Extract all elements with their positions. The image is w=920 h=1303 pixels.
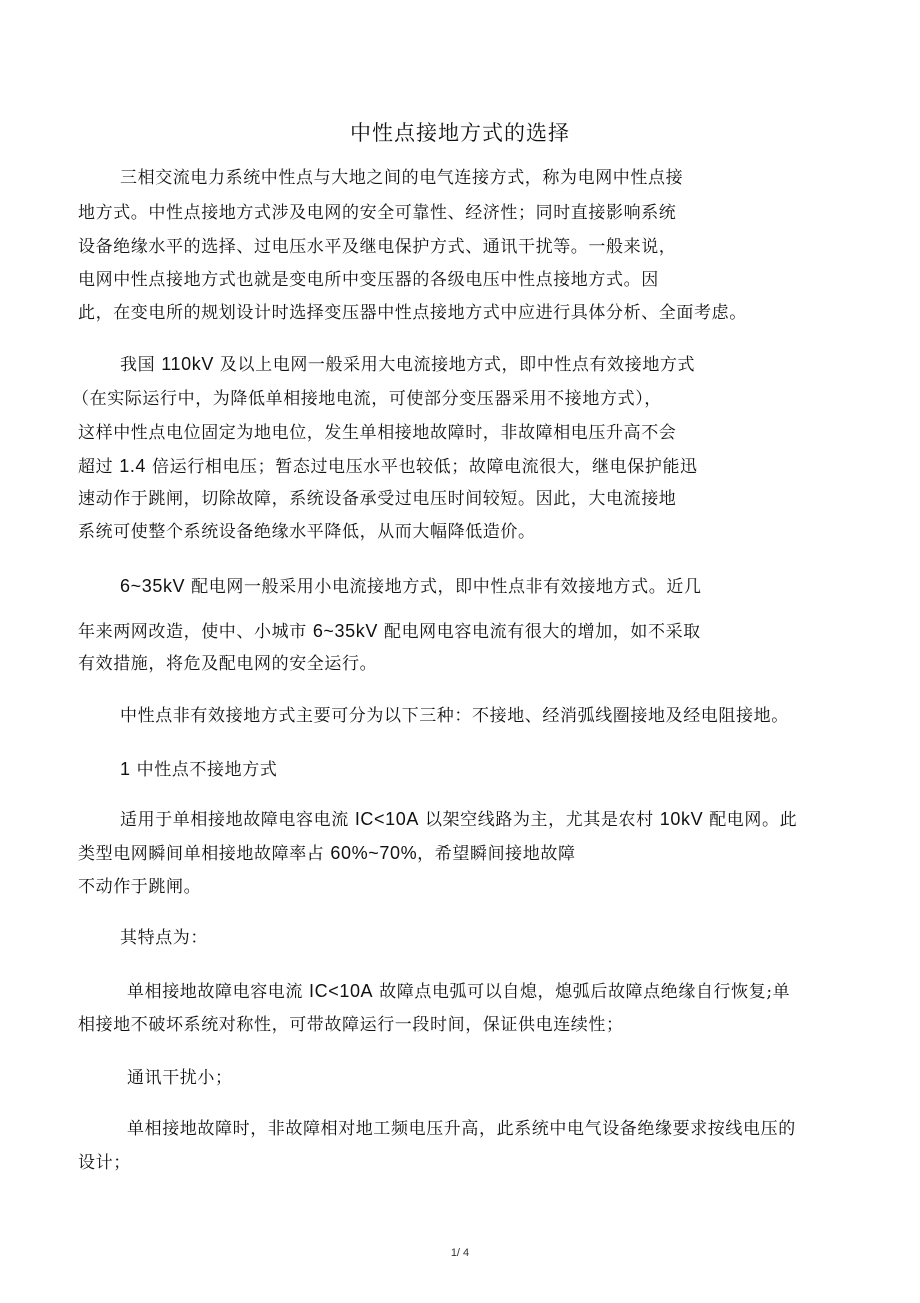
p1-line-5: 此，在变电所的规划设计时选择变压器中性点接地方式中应进行具体分析、全面考虑。 [78, 303, 747, 323]
p2-line-3: 这样中性点电位固定为地电位，发生单相接地故障时，非故障相电压升高不会 [78, 423, 677, 443]
p9-line-2: 设计； [78, 1153, 131, 1173]
p2-line-1: 我国 110kV 及以上电网一般采用大电流接地方式，即中性点有效接地方式 [120, 354, 696, 375]
p9-line-1: 单相接地故障时，非故障相对地工频电压升高，此系统中电气设备绝缘要求按线电压的 [127, 1119, 796, 1139]
p2-line-6: 系统可使整个系统设备绝缘水平降低，从而大幅降低造价。 [78, 522, 536, 542]
p3-line-3: 有效措施，将危及配电网的安全运行。 [78, 654, 378, 674]
p2-line-5: 速动作于跳闸，切除故障，系统设备承受过电压时间较短。因此，大电流接地 [78, 489, 677, 509]
p1-line-4: 电网中性点接地方式也就是变电所中变压器的各级电压中性点接地方式。因 [78, 270, 659, 290]
p1-line-2: 地方式。中性点接地方式涉及电网的安全可靠性、经济性；同时直接影响系统 [78, 203, 677, 223]
p3-line-1: 6~35kV 配电网一般采用小电流接地方式，即中性点非有效接地方式。近几 [120, 576, 702, 597]
p5-line-3: 不动作于跳闸。 [78, 877, 202, 897]
p6-line: 其特点为： [120, 928, 208, 948]
page-number: 1/ 4 [450, 1247, 470, 1259]
p3-line-2: 年来两网改造，使中、小城市 6~35kV 配电网电容电流有很大的增加，如不采取 [78, 621, 701, 642]
p4-line: 中性点非有效接地方式主要可分为以下三种：不接地、经消弧线圈接地及经电阻接地。 [120, 706, 789, 726]
p7-line-1: 单相接地故障电容电流 IC<10A 故障点电弧可以自熄，熄弧后故障点绝缘自行恢复;单 [127, 981, 791, 1002]
section-heading-1: 1 中性点不接地方式 [120, 759, 278, 780]
p2-line-4: 超过 1.4 倍运行相电压；暂态过电压水平也较低；故障电流很大，继电保护能迅 [78, 456, 698, 477]
p5-line-2: 类型电网瞬间单相接地故障率占 60%~70%，希望瞬间接地故障 [78, 843, 576, 864]
p5-line-1: 适用于单相接地故障电容电流 IC<10A 以架空线路为主，尤其是农村 10kV 配电网。此 [120, 809, 798, 830]
p2-line-2: （在实际运行中，为降低单相接地电流，可使部分变压器采用不接地方式）， [72, 389, 662, 409]
p8-line: 通讯干扰小； [127, 1068, 233, 1088]
document-title: 中性点接地方式的选择 [350, 121, 570, 145]
p1-line-1: 三相交流电力系统中性点与大地之间的电气连接方式，称为电网中性点接 [120, 168, 684, 188]
p1-line-3: 设备绝缘水平的选择、过电压水平及继电保护方式、通讯干扰等。一般来说， [78, 237, 677, 257]
p7-line-2: 相接地不破坏系统对称性，可带故障运行一段时间，保证供电连续性； [78, 1015, 624, 1035]
